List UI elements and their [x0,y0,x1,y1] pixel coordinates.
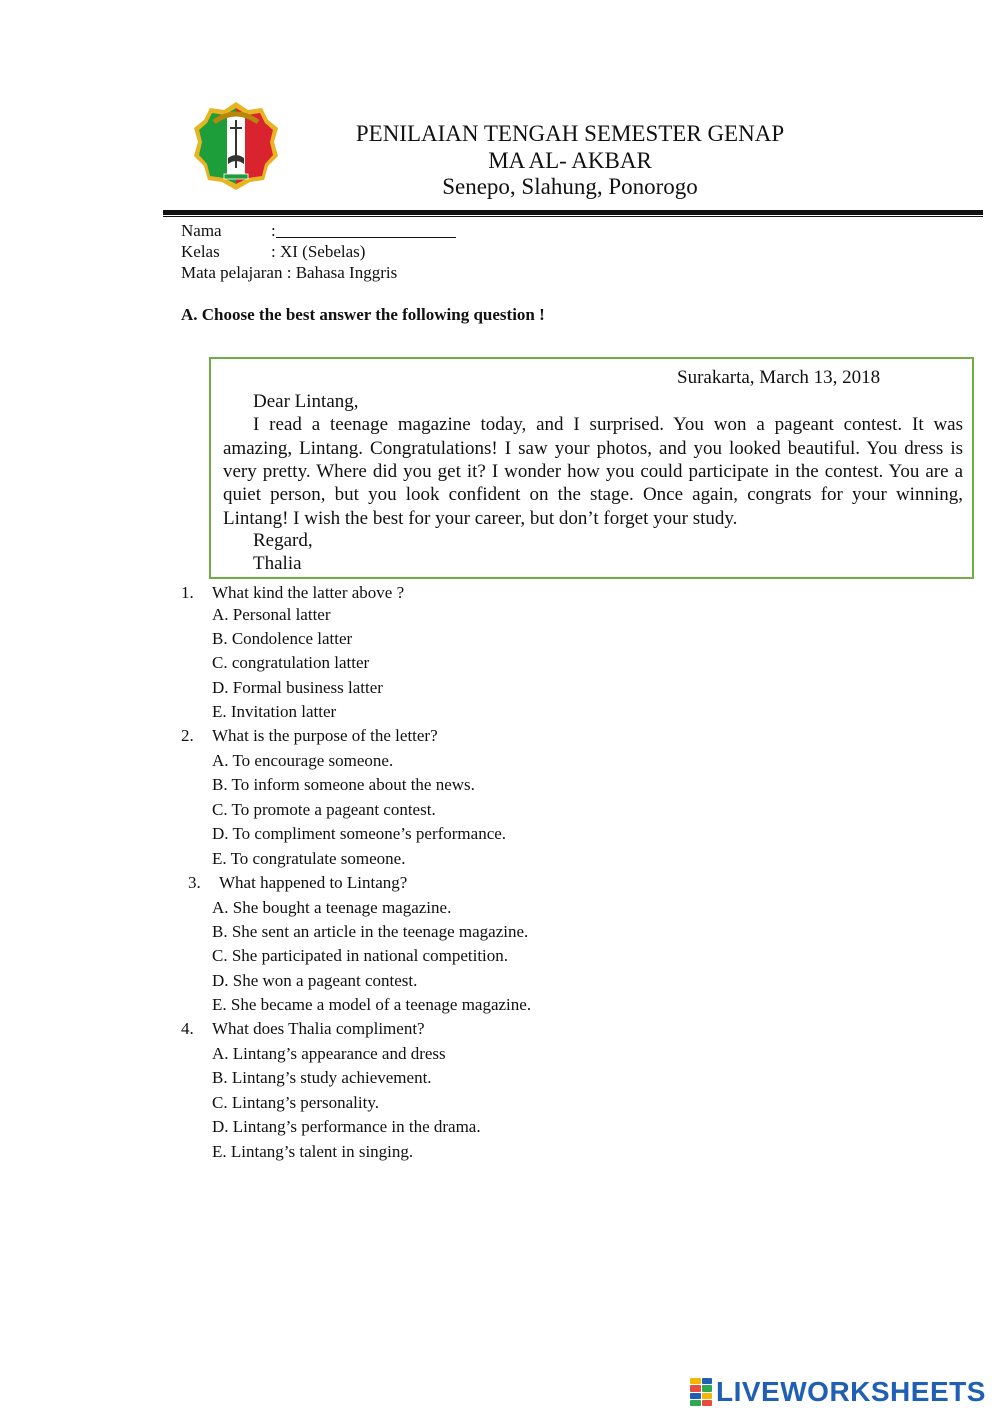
question-number: 2. [181,726,194,745]
q1-option-c[interactable]: C. congratulation latter [212,653,370,672]
question-number: 4. [181,1019,194,1038]
question-text: What does Thalia compliment? [212,1019,425,1038]
q4-option-a[interactable]: A. Lintang’s appearance and dress [212,1044,446,1063]
q1-option-a[interactable]: A. Personal latter [212,605,331,624]
letter-signature: Thalia [253,553,302,574]
q2-option-e[interactable]: E. To congratulate someone. [212,849,406,868]
q4-option-e[interactable]: E. Lintang’s talent in singing. [212,1142,414,1161]
question-number: 3. [188,873,201,892]
school-name: MA AL- AKBAR [488,148,652,173]
q3-option-b[interactable]: B. She sent an article in the teenage magazine. [212,922,529,941]
q3-option-d[interactable]: D. She won a pageant contest. [212,971,418,990]
question-2 [181,726,438,746]
q1-option-e[interactable]: E. Invitation latter [212,702,337,721]
class-value: : XI (Sebelas) [271,242,366,261]
letter-greeting: Dear Lintang, [253,391,359,412]
name-colon: : [271,221,276,240]
q1-option-d[interactable]: D. Formal business latter [212,678,383,697]
question-text: What happened to Lintang? [219,873,408,892]
name-input[interactable] [276,222,456,238]
liveworksheets-brand [690,1376,986,1408]
brand-text: LIVEWORKSHEETS [716,1376,986,1407]
name-row [181,221,456,241]
class-label: Kelas [181,242,220,261]
q2-option-b[interactable]: B. To inform someone about the news. [212,775,475,794]
subject-row: Mata pelajaran : Bahasa Inggris [181,263,398,282]
header-divider-thin [163,216,983,217]
q3-option-a[interactable]: A. She bought a teenage magazine. [212,898,452,917]
q4-option-d[interactable]: D. Lintang’s performance in the drama. [212,1117,481,1136]
q3-option-c[interactable]: C. She participated in national competition. [212,946,509,965]
section-title: A. Choose the best answer the following question ! [181,305,545,324]
letter-body: amazing, Lintang. Congratulations! I saw your photos, and you looked beautiful. You dress is very pretty. Where did you get it? I wonder how you could participate in the contest. You are a quiet person, but you look confident on the stage. Once again, congrats for your winning, Lintang! I wish the best for your career, but don’t forget your study. [223,438,963,529]
question-number: 1. [181,583,194,602]
q3-option-e[interactable]: E. She became a model of a teenage magazine. [212,995,532,1014]
q1-option-b[interactable]: B. Condolence latter [212,629,353,648]
q2-option-d[interactable]: D. To compliment someone’s performance. [212,824,507,843]
q4-option-b[interactable]: B. Lintang’s study achievement. [212,1068,432,1087]
question-3 [188,873,407,893]
school-address: Senepo, Slahung, Ponorogo [442,174,698,199]
question-4 [181,1019,425,1039]
q4-option-c[interactable]: C. Lintang’s personality. [212,1093,379,1112]
q2-option-c[interactable]: C. To promote a pageant contest. [212,800,436,819]
header-divider [163,210,983,215]
liveworksheets-logo-icon [690,1378,712,1406]
q2-option-a[interactable]: A. To encourage someone. [212,751,394,770]
class-row [181,242,365,262]
name-label: Nama [181,221,222,240]
letter-body-first-line: I read a teenage magazine today, and I surprised. You won a pageant contest. It was [253,414,963,435]
question-text: What kind the latter above ? [212,583,405,602]
question-text: What is the purpose of the letter? [212,726,438,745]
question-1 [181,583,404,603]
letter-closing: Regard, [253,530,313,551]
exam-title: PENILAIAN TENGAH SEMESTER GENAP [355,121,785,146]
letter-date: Surakarta, March 13, 2018 [677,367,881,388]
